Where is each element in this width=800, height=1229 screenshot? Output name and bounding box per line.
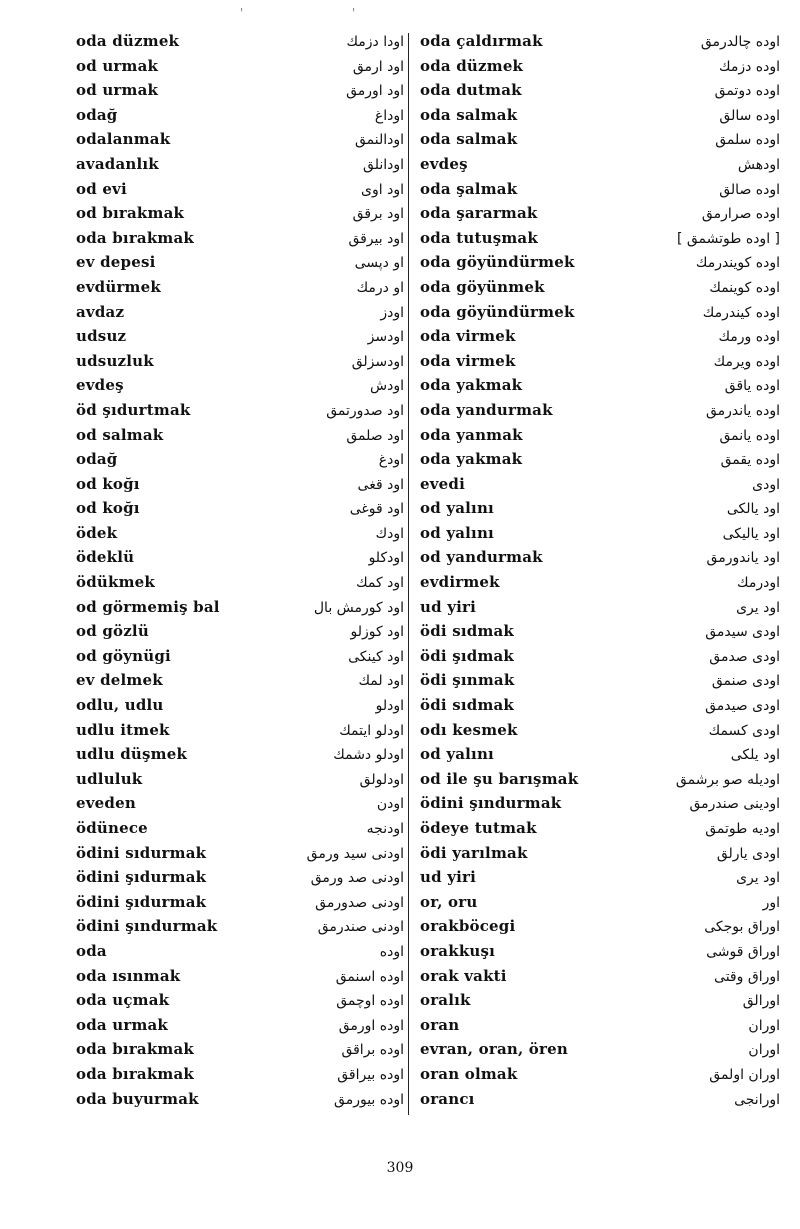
entry-ottoman: اوده يقمق (720, 452, 780, 469)
dictionary-entry (76, 349, 404, 374)
dictionary-entry (76, 54, 404, 79)
entry-turkish: oran olmak (420, 1064, 518, 1083)
dictionary-entry (420, 349, 780, 374)
dictionary-entry (76, 545, 404, 570)
dictionary-entry (420, 939, 780, 964)
entry-ottoman: [ اوده طوتشمق ] (676, 230, 780, 247)
entry-turkish: orancı (420, 1089, 475, 1108)
dictionary-entry (76, 103, 404, 128)
entry-ottoman: اورالق (742, 993, 780, 1010)
entry-ottoman: اودالنمق (354, 132, 404, 149)
dictionary-entry (76, 644, 404, 669)
entry-turkish: oda düzmek (420, 56, 524, 75)
entry-ottoman: اودنى صد ورمق (310, 870, 404, 887)
dictionary-entry (420, 103, 780, 128)
entry-turkish: oda uçmak (76, 991, 170, 1010)
dictionary-entry (420, 742, 780, 767)
entry-ottoman: اوده ياندرمق (705, 402, 780, 419)
entry-turkish: oda yakmak (420, 376, 523, 395)
entry-ottoman: اودى سيدمق (705, 624, 780, 641)
entry-turkish: avdaz (76, 302, 125, 321)
dictionary-entry (76, 1013, 404, 1038)
entry-turkish: od salmak (76, 425, 164, 444)
entry-turkish: evdeş (76, 376, 124, 395)
entry-turkish: odağ (76, 105, 118, 124)
dictionary-entry (76, 1087, 404, 1112)
dictionary-entry (76, 718, 404, 743)
entry-turkish: avadanlık (76, 154, 159, 173)
dictionary-entry (76, 816, 404, 841)
dictionary-entry (76, 791, 404, 816)
entry-turkish: evdeş (420, 154, 468, 173)
entry-ottoman: اود ارمق (352, 58, 404, 75)
dictionary-entry (76, 865, 404, 890)
entry-ottoman: اود بيرقق (348, 230, 404, 247)
dictionary-entry (76, 373, 404, 398)
entry-turkish: oda yakmak (420, 450, 523, 469)
entry-ottoman: اود يرى (736, 870, 780, 887)
entry-turkish: oda düzmek (76, 32, 180, 50)
entry-ottoman: اود يلكى (730, 747, 780, 764)
entry-ottoman: اودنى سيد ورمق (306, 845, 404, 862)
entry-ottoman: اودغ (378, 452, 404, 469)
entry-turkish: oda göyünmek (420, 277, 545, 296)
page-number: 309 (386, 1160, 414, 1176)
entry-turkish: oda (76, 941, 107, 960)
entry-ottoman: اوده اوچمق (336, 993, 404, 1010)
entry-turkish: evedi (420, 474, 465, 493)
entry-turkish: ödükmek (76, 573, 156, 592)
dictionary-entry (420, 226, 780, 251)
entry-turkish: oda şalmak (420, 179, 518, 198)
entry-ottoman: اوراق بوجكى (704, 919, 780, 936)
dictionary-entry (420, 890, 780, 915)
entry-ottoman: اودلو (375, 698, 404, 715)
entry-ottoman: اوده دزمك (719, 58, 780, 75)
entry-turkish: oda ısınmak (76, 966, 181, 985)
dictionary-entry (420, 201, 780, 226)
dictionary-entry (76, 152, 404, 177)
entry-turkish: od yalını (420, 523, 494, 542)
entry-turkish: evdirmek (420, 573, 500, 592)
entry-ottoman: اود قغى (357, 476, 404, 493)
entry-turkish: oda göyündürmek (420, 302, 575, 321)
entry-turkish: ödini şındurmak (420, 794, 562, 813)
entry-ottoman: اود صدورتمق (326, 402, 404, 419)
entry-turkish: udsuz (76, 327, 127, 346)
dictionary-entry (420, 988, 780, 1013)
entry-turkish: ödi sıdmak (420, 696, 515, 715)
entry-ottoman: اوده ورمك (718, 329, 780, 346)
entry-turkish: ödi şıdmak (420, 646, 515, 665)
entry-turkish: eveden (76, 794, 136, 813)
dictionary-entry (420, 472, 780, 497)
entry-ottoman: اوده ياقق (724, 378, 780, 395)
dictionary-entry (420, 250, 780, 275)
dictionary-entry (420, 54, 780, 79)
entry-turkish: oda bırakmak (76, 1064, 195, 1083)
entry-ottoman: اودى صنمق (711, 673, 780, 690)
dictionary-entry (76, 177, 404, 202)
entry-ottoman: اوده سالق (719, 107, 780, 124)
dictionary-entry (420, 496, 780, 521)
dictionary-entry (420, 816, 780, 841)
entry-turkish: orakkuşı (420, 941, 496, 960)
dictionary-entry (76, 447, 404, 472)
entry-ottoman: اود كورمش بال (313, 599, 404, 616)
entry-turkish: oda tutuşmak (420, 228, 538, 247)
entry-turkish: oda virmek (420, 327, 516, 346)
entry-turkish: oran (420, 1015, 460, 1034)
entry-turkish: odalanmak (76, 130, 171, 149)
dictionary-entry (76, 496, 404, 521)
entry-turkish: od gözlü (76, 622, 149, 641)
dictionary-entry (420, 127, 780, 152)
entry-turkish: oda yandurmak (420, 400, 553, 419)
entry-turkish: udluluk (76, 769, 143, 788)
entry-turkish: oda göyündürmek (420, 253, 575, 272)
entry-ottoman: اود كينكى (348, 648, 404, 665)
entry-ottoman: اود ياندورمق (706, 550, 780, 567)
dictionary-entry (420, 398, 780, 423)
dictionary-entry (76, 521, 404, 546)
dictionary-entry (420, 177, 780, 202)
entry-ottoman: اودز (380, 304, 404, 321)
entry-turkish: ödini şındurmak (76, 917, 218, 936)
entry-ottoman: اودرمك (737, 575, 780, 592)
entry-turkish: oralık (420, 991, 471, 1010)
dictionary-entry (420, 595, 780, 620)
dictionary-entry (76, 472, 404, 497)
entry-turkish: ödi yarılmak (420, 843, 528, 862)
dictionary-entry (420, 152, 780, 177)
entry-turkish: ev delmek (76, 671, 163, 690)
entry-ottoman: اوداغ (374, 107, 404, 124)
dictionary-entry (76, 595, 404, 620)
entry-ottoman: اودلولق (359, 771, 404, 788)
entry-turkish: oda yanmak (420, 425, 523, 444)
dictionary-entry (420, 865, 780, 890)
entry-turkish: od yalını (420, 499, 494, 518)
dictionary-entry (76, 423, 404, 448)
entry-turkish: udsuzluk (76, 351, 154, 370)
entry-turkish: ödeklü (76, 548, 135, 567)
entry-ottoman: اودسز (367, 329, 404, 346)
entry-turkish: od urmak (76, 56, 159, 75)
entry-ottoman: اوده بيورمق (334, 1091, 404, 1108)
dictionary-entry (420, 29, 780, 54)
dictionary-entry (420, 300, 780, 325)
dictionary-entry (76, 841, 404, 866)
left-column (76, 29, 404, 1111)
entry-ottoman: اوده يانمق (719, 427, 780, 444)
entry-ottoman: او دپسى (354, 255, 404, 272)
entry-ottoman: اودلو ايتمك (339, 722, 404, 739)
entry-turkish: oda çaldırmak (420, 32, 543, 50)
entry-turkish: ödünece (76, 819, 148, 837)
header-mark: ' (352, 6, 356, 20)
dictionary-entry (420, 423, 780, 448)
dictionary-entry (76, 742, 404, 767)
dictionary-entry (76, 29, 404, 54)
entry-ottoman: اودى (752, 476, 780, 493)
dictionary-entry (76, 201, 404, 226)
dictionary-entry (76, 127, 404, 152)
entry-ottoman: اودى يارلق (716, 845, 780, 862)
entry-turkish: ud yiri (420, 597, 477, 616)
entry-turkish: od koğı (76, 499, 140, 518)
entry-ottoman: اودسزلق (351, 353, 404, 370)
entry-turkish: oda dutmak (420, 81, 522, 100)
entry-ottoman: اود كمك (356, 575, 404, 592)
entry-turkish: or, oru (420, 892, 478, 911)
entry-ottoman: اوده چالدرمق (700, 34, 780, 50)
dictionary-entry (76, 693, 404, 718)
entry-turkish: oda urmak (76, 1015, 169, 1034)
dictionary-entry (76, 398, 404, 423)
entry-ottoman: اوده بيراقق (337, 1066, 404, 1083)
dictionary-entry (76, 988, 404, 1013)
entry-turkish: udlu düşmek (76, 745, 188, 764)
dictionary-entry (76, 1062, 404, 1087)
dictionary-entry (420, 1087, 780, 1112)
entry-turkish: oda bırakmak (76, 228, 195, 247)
entry-turkish: ödini sıdurmak (76, 843, 207, 862)
entry-ottoman: اودش (370, 378, 404, 395)
entry-ottoman: اود ياليكى (722, 525, 780, 542)
column-divider (408, 33, 409, 1115)
dictionary-entry (420, 1037, 780, 1062)
entry-ottoman: اودهش (737, 156, 780, 173)
entry-ottoman: اوديله صو برشمق (675, 771, 780, 788)
entry-ottoman: اوده براقق (341, 1042, 404, 1059)
dictionary-entry (76, 890, 404, 915)
entry-ottoman: اودنى صندرمق (317, 919, 404, 936)
dictionary-entry (76, 78, 404, 103)
entry-turkish: odı kesmek (420, 720, 518, 739)
dictionary-entry (76, 275, 404, 300)
header-mark: ' (240, 6, 244, 20)
entry-turkish: ödi sıdmak (420, 622, 515, 641)
entry-ottoman: اود كوزلو (350, 624, 404, 641)
entry-ottoman: اودانلق (363, 156, 404, 173)
entry-ottoman: اودى صيدمق (705, 698, 780, 715)
entry-turkish: oda buyurmak (76, 1089, 199, 1108)
entry-turkish: ud yiri (420, 868, 477, 887)
dictionary-entry (420, 570, 780, 595)
dictionary-entry (76, 300, 404, 325)
entry-turkish: odağ (76, 450, 118, 469)
entry-turkish: od yandurmak (420, 548, 543, 567)
dictionary-entry (420, 841, 780, 866)
dictionary-entry (420, 644, 780, 669)
entry-ottoman: اود اوى (361, 181, 404, 198)
entry-turkish: ödini şıdurmak (76, 868, 207, 887)
dictionary-entry (420, 373, 780, 398)
dictionary-entry (76, 250, 404, 275)
dictionary-entry (76, 570, 404, 595)
entry-ottoman: اودكلو (368, 550, 404, 567)
dictionary-entry (76, 324, 404, 349)
entry-ottoman: اوده دوتمق (714, 83, 780, 100)
entry-turkish: udlu itmek (76, 720, 170, 739)
entry-ottoman: اوده كيندرمك (702, 304, 780, 321)
entry-ottoman: اودا دزمك (346, 34, 404, 50)
entry-ottoman: اورانجى (734, 1091, 780, 1108)
entry-ottoman: او درمك (356, 279, 404, 296)
entry-ottoman: اودينى صندرمق (689, 796, 780, 813)
dictionary-entry (76, 226, 404, 251)
entry-turkish: evdürmek (76, 277, 161, 296)
entry-ottoman: اوده اورمق (338, 1017, 404, 1034)
entry-ottoman: اوده ويرمك (713, 353, 780, 370)
dictionary-entry (420, 1013, 780, 1038)
dictionary-entry (76, 939, 404, 964)
entry-turkish: ev depesi (76, 253, 156, 272)
entry-ottoman: اودنى صدورمق (315, 894, 404, 911)
entry-ottoman: اوراق قوشى (706, 943, 780, 960)
entry-ottoman: اوده اسنمق (335, 968, 404, 985)
dictionary-entry (420, 78, 780, 103)
entry-ottoman: اوده كويندرمك (695, 255, 780, 272)
dictionary-entry (420, 275, 780, 300)
dictionary-entry (76, 767, 404, 792)
dictionary-entry (76, 668, 404, 693)
entry-turkish: ödi şınmak (420, 671, 515, 690)
entry-turkish: od urmak (76, 81, 159, 100)
entry-turkish: od göynügi (76, 646, 171, 665)
entry-ottoman: اود يرى (736, 599, 780, 616)
dictionary-entry (420, 767, 780, 792)
entry-turkish: od görmemiş bal (76, 597, 220, 616)
entry-turkish: oda salmak (420, 130, 518, 149)
entry-turkish: od koğı (76, 474, 140, 493)
entry-ottoman: اوده سلمق (715, 132, 780, 149)
entry-turkish: oda virmek (420, 351, 516, 370)
dictionary-entry (420, 914, 780, 939)
entry-ottoman: اوران (748, 1042, 780, 1059)
dictionary-entry (76, 914, 404, 939)
entry-ottoman: اوده كوينمك (709, 279, 780, 296)
dictionary-entry (420, 1062, 780, 1087)
entry-ottoman: اوده (379, 943, 404, 960)
entry-ottoman: اوديه طوتمق (705, 821, 780, 837)
entry-ottoman: اوده صالق (719, 181, 780, 198)
dictionary-entry (420, 668, 780, 693)
entry-turkish: oda şararmak (420, 204, 538, 223)
dictionary-entry (76, 619, 404, 644)
entry-turkish: od ile şu barışmak (420, 769, 579, 788)
entry-turkish: ödeye tutmak (420, 819, 537, 837)
dictionary-entry (420, 447, 780, 472)
entry-ottoman: اود لمك (358, 673, 404, 690)
entry-ottoman: اوران (748, 1017, 780, 1034)
entry-ottoman: اود يالكى (726, 501, 780, 518)
entry-ottoman: اودى صدمق (709, 648, 780, 665)
dictionary-entry (76, 964, 404, 989)
dictionary-entry (420, 693, 780, 718)
entry-ottoman: اودن (376, 796, 404, 813)
entry-turkish: orakböcegi (420, 917, 516, 936)
entry-turkish: od evi (76, 179, 127, 198)
entry-turkish: oda salmak (420, 105, 518, 124)
entry-turkish: ödini şıdurmak (76, 892, 207, 911)
right-column (420, 29, 780, 1111)
dictionary-entry (420, 545, 780, 570)
entry-turkish: od bırakmak (76, 204, 185, 223)
dictionary-entry (76, 1037, 404, 1062)
entry-turkish: evran, oran, ören (420, 1040, 568, 1059)
entry-ottoman: اودك (375, 525, 404, 542)
entry-ottoman: اوران اولمق (709, 1066, 780, 1083)
entry-ottoman: اوده صرارمق (701, 206, 780, 223)
entry-ottoman: اود برقق (352, 206, 404, 223)
entry-ottoman: اور (762, 894, 780, 911)
entry-turkish: orak vakti (420, 966, 507, 985)
dictionary-entry (420, 521, 780, 546)
entry-ottoman: اوراق وقتى (714, 968, 780, 985)
dictionary-entry (420, 619, 780, 644)
entry-ottoman: اودلو دشمك (333, 747, 404, 764)
dictionary-entry (420, 324, 780, 349)
entry-ottoman: اودى كسمك (708, 722, 780, 739)
entry-ottoman: اود اورمق (346, 83, 404, 100)
entry-turkish: ödek (76, 523, 118, 542)
entry-turkish: öd şıdurtmak (76, 400, 191, 419)
dictionary-entry (420, 718, 780, 743)
entry-ottoman: اود قوغى (349, 501, 404, 518)
dictionary-entry (420, 964, 780, 989)
dictionary-entry (420, 791, 780, 816)
entry-ottoman: اودنجه (366, 821, 404, 837)
entry-turkish: odlu, udlu (76, 696, 164, 715)
entry-turkish: oda bırakmak (76, 1040, 195, 1059)
entry-ottoman: اود صلمق (346, 427, 404, 444)
entry-turkish: od yalını (420, 745, 494, 764)
